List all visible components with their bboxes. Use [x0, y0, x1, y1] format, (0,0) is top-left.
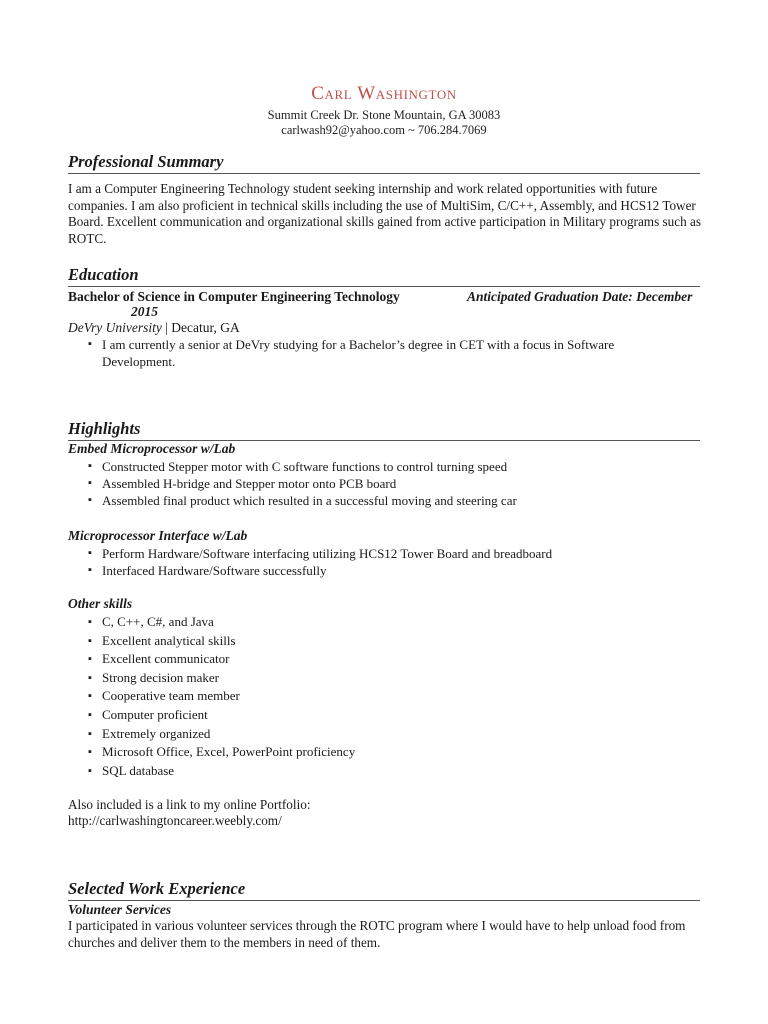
list-item: ▪ Computer proficient — [88, 706, 682, 725]
graduation-date: Anticipated Graduation Date: December — [467, 289, 693, 304]
list-item: ▪ Perform Hardware/Software interfacing utilizing HCS12 Tower Board and breadboard — [88, 545, 682, 562]
list-item: ▪ I am currently a senior at DeVry studying for a Bachelor’s degree in CET with a focus in Software Development. — [88, 336, 662, 370]
section-title-experience: Selected Work Experience — [68, 879, 700, 901]
list-item: ▪ Assembled final product which resulted in a successful moving and steering car — [88, 492, 682, 509]
candidate-name: Carl Washington — [311, 83, 457, 104]
list-item: ▪ Interfaced Hardware/Software successfully — [88, 562, 682, 579]
highlight-group-title-interface: Microprocessor Interface w/Lab — [68, 528, 248, 543]
other-skills-title: Other skills — [68, 596, 133, 611]
degree-title: Bachelor of Science in Computer Engineering Technology — [68, 289, 400, 304]
list-item: ▪ Microsoft Office, Excel, PowerPoint proficiency — [88, 743, 682, 762]
highlight-group-interface-list — [88, 545, 682, 579]
address-line: Summit Creek Dr. Stone Mountain, GA 30083 — [267, 108, 501, 122]
list-item: ▪ Excellent analytical skills — [88, 632, 682, 651]
graduation-year: 2015 — [131, 304, 158, 319]
experience-text: I participated in various volunteer services through the ROTC program where I would have to help unload food from churches and deliver them to the members in need of them. — [68, 918, 686, 950]
school-name: DeVry University — [68, 320, 162, 335]
other-skills-list — [88, 613, 682, 780]
portfolio-text: Also included is a link to my online Portfolio: — [68, 797, 311, 812]
highlight-group-title-embed: Embed Microprocessor w/Lab — [68, 441, 236, 456]
list-item: ▪ Constructed Stepper motor with C software functions to control turning speed — [88, 458, 682, 475]
list-item: ▪ Extremely organized — [88, 725, 682, 744]
list-item: ▪ Cooperative team member — [88, 687, 682, 706]
section-title-highlights: Highlights — [68, 419, 700, 441]
education-bullets — [88, 336, 662, 370]
list-item: ▪ Assembled H-bridge and Stepper motor onto PCB board — [88, 475, 682, 492]
list-item: ▪ Excellent communicator — [88, 650, 682, 669]
school-line — [68, 320, 240, 336]
list-item: ▪ C, C++, C#, and Java — [88, 613, 682, 632]
portfolio-link[interactable]: http://carlwashingtoncareer.weebly.com/ — [68, 813, 282, 828]
highlight-group-embed-list — [88, 458, 682, 509]
contact-line: carlwash92@yahoo.com ~ 706.284.7069 — [281, 123, 487, 137]
school-location: | Decatur, GA — [161, 320, 240, 335]
summary-text: I am a Computer Engineering Technology student seeking internship and work related opportunities with future companies. I am also proficient in technical skills including the use of MultiSim, C/C++, Assembly, and HCS12 Tower Board. Excellent communication and organizational skills gained from active participation in Military programs such as ROTC. — [68, 181, 701, 246]
section-title-summary: Professional Summary — [68, 152, 700, 174]
experience-role: Volunteer Services — [68, 902, 172, 917]
list-item: ▪ SQL database — [88, 762, 682, 781]
list-item: ▪ Strong decision maker — [88, 669, 682, 688]
section-title-education: Education — [68, 265, 700, 287]
